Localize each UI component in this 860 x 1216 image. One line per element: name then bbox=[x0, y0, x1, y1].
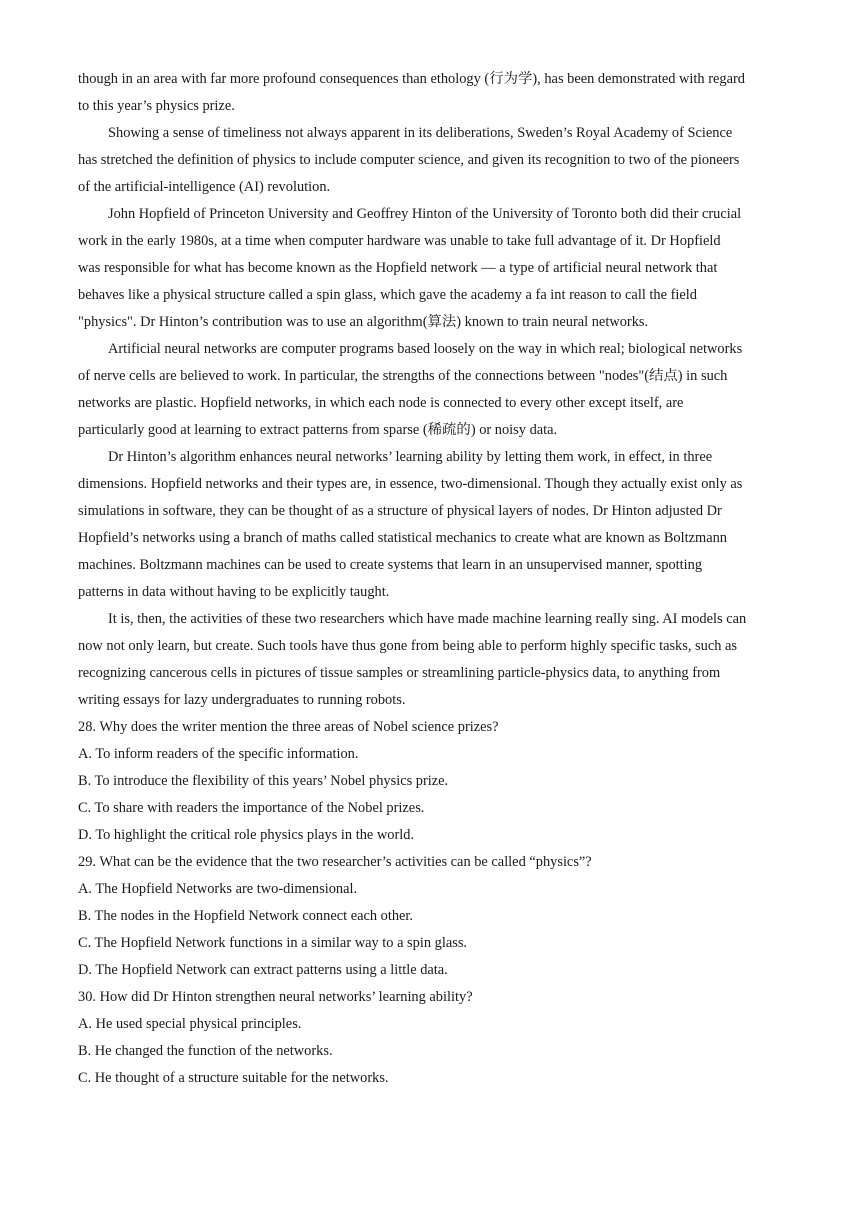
question-28 bbox=[78, 714, 786, 849]
passage-paragraph bbox=[78, 606, 786, 714]
paragraph-line: now not only learn, but create. Such tools have thus gone from being able to perform highly specific tasks, such as bbox=[78, 638, 738, 654]
question-stem: 29. What can be the evidence that the two researcher’s activities can be called “physics”? bbox=[78, 854, 592, 870]
passage-paragraph bbox=[78, 444, 786, 606]
passage-paragraph bbox=[78, 336, 786, 444]
paragraph-line: "physics". Dr Hinton’s contribution was to use an algorithm(算法) known to train neural networks. bbox=[78, 314, 649, 330]
paragraph-line: John Hopfield of Princeton University and Geoffrey Hinton of the University of Toronto both did their crucial bbox=[108, 206, 742, 222]
paragraph-line: recognizing cancerous cells in pictures of tissue samples or streamlining particle-physics data, to anything from bbox=[78, 665, 721, 681]
question-list bbox=[78, 714, 786, 1092]
answer-option-d: D. To highlight the critical role physics plays in the world. bbox=[78, 827, 415, 843]
paragraph-line: Showing a sense of timeliness not always apparent in its deliberations, Sweden’s Royal Academy of Science bbox=[108, 125, 733, 141]
paragraph-line: writing essays for lazy undergraduates to running robots. bbox=[78, 692, 406, 708]
paragraph-line: of the artificial-intelligence (AI) revolution. bbox=[78, 179, 331, 195]
answer-option-a: A. He used special physical principles. bbox=[78, 1016, 302, 1032]
question-29 bbox=[78, 849, 786, 984]
answer-option-b: B. To introduce the flexibility of this years’ Nobel physics prize. bbox=[78, 773, 449, 789]
answer-option-a: A. The Hopfield Networks are two-dimensional. bbox=[78, 881, 358, 897]
paragraph-line: networks are plastic. Hopfield networks, in which each node is connected to every other except itself, are bbox=[78, 395, 684, 411]
passage-paragraph bbox=[78, 66, 786, 120]
answer-option-b: B. The nodes in the Hopfield Network connect each other. bbox=[78, 908, 414, 924]
answer-option-c: C. He thought of a structure suitable for the networks. bbox=[78, 1070, 389, 1086]
paragraph-line: Hopfield’s networks using a branch of maths called statistical mechanics to create what are known as Boltzmann bbox=[78, 530, 727, 546]
paragraph-line: particularly good at learning to extract patterns from sparse (稀疏的) or noisy data. bbox=[78, 422, 558, 438]
document-page bbox=[78, 66, 786, 1092]
question-30 bbox=[78, 984, 786, 1092]
paragraph-line: Artificial neural networks are computer programs based loosely on the way in which real; biological networks bbox=[108, 341, 743, 357]
answer-option-c: C. The Hopfield Network functions in a similar way to a spin glass. bbox=[78, 935, 468, 951]
paragraph-line: dimensions. Hopfield networks and their types are, in essence, two-dimensional. Though they actually exist only as bbox=[78, 476, 743, 492]
reading-passage bbox=[78, 66, 786, 714]
paragraph-line: of nerve cells are believed to work. In particular, the strengths of the connections between "nodes"(结点) in such bbox=[78, 368, 728, 384]
answer-option-a: A. To inform readers of the specific information. bbox=[78, 746, 359, 762]
question-stem: 28. Why does the writer mention the three areas of Nobel science prizes? bbox=[78, 719, 499, 735]
paragraph-line: has stretched the definition of physics to include computer science, and given its recognition to two of the pioneers bbox=[78, 152, 740, 168]
answer-option-c: C. To share with readers the importance of the Nobel prizes. bbox=[78, 800, 425, 816]
paragraph-line: was responsible for what has become known as the Hopfield network — a type of artificial neural network that bbox=[78, 260, 718, 276]
paragraph-line: patterns in data without having to be explicitly taught. bbox=[78, 584, 390, 600]
passage-paragraph bbox=[78, 201, 786, 336]
paragraph-line: though in an area with far more profound consequences than ethology (行为学), has been demonstrated with regard bbox=[78, 71, 745, 87]
answer-option-d: D. The Hopfield Network can extract patterns using a little data. bbox=[78, 962, 448, 978]
passage-paragraph bbox=[78, 120, 786, 201]
paragraph-line: behaves like a physical structure called a spin glass, which gave the academy a fa int reason to call the field bbox=[78, 287, 697, 303]
question-stem: 30. How did Dr Hinton strengthen neural networks’ learning ability? bbox=[78, 989, 473, 1005]
answer-option-b: B. He changed the function of the networks. bbox=[78, 1043, 333, 1059]
paragraph-line: simulations in software, they can be thought of as a structure of physical layers of nodes. Dr Hinton adjusted Dr bbox=[78, 503, 722, 519]
paragraph-line: to this year’s physics prize. bbox=[78, 98, 235, 114]
paragraph-line: machines. Boltzmann machines can be used to create systems that learn in an unsupervised manner, spotting bbox=[78, 557, 703, 573]
paragraph-line: work in the early 1980s, at a time when computer hardware was unable to take full advantage of it. Dr Hopfield bbox=[78, 233, 721, 249]
paragraph-line: Dr Hinton’s algorithm enhances neural networks’ learning ability by letting them work, in effect, in three bbox=[108, 449, 713, 465]
paragraph-line: It is, then, the activities of these two researchers which have made machine learning really sing. AI models can bbox=[108, 611, 747, 627]
